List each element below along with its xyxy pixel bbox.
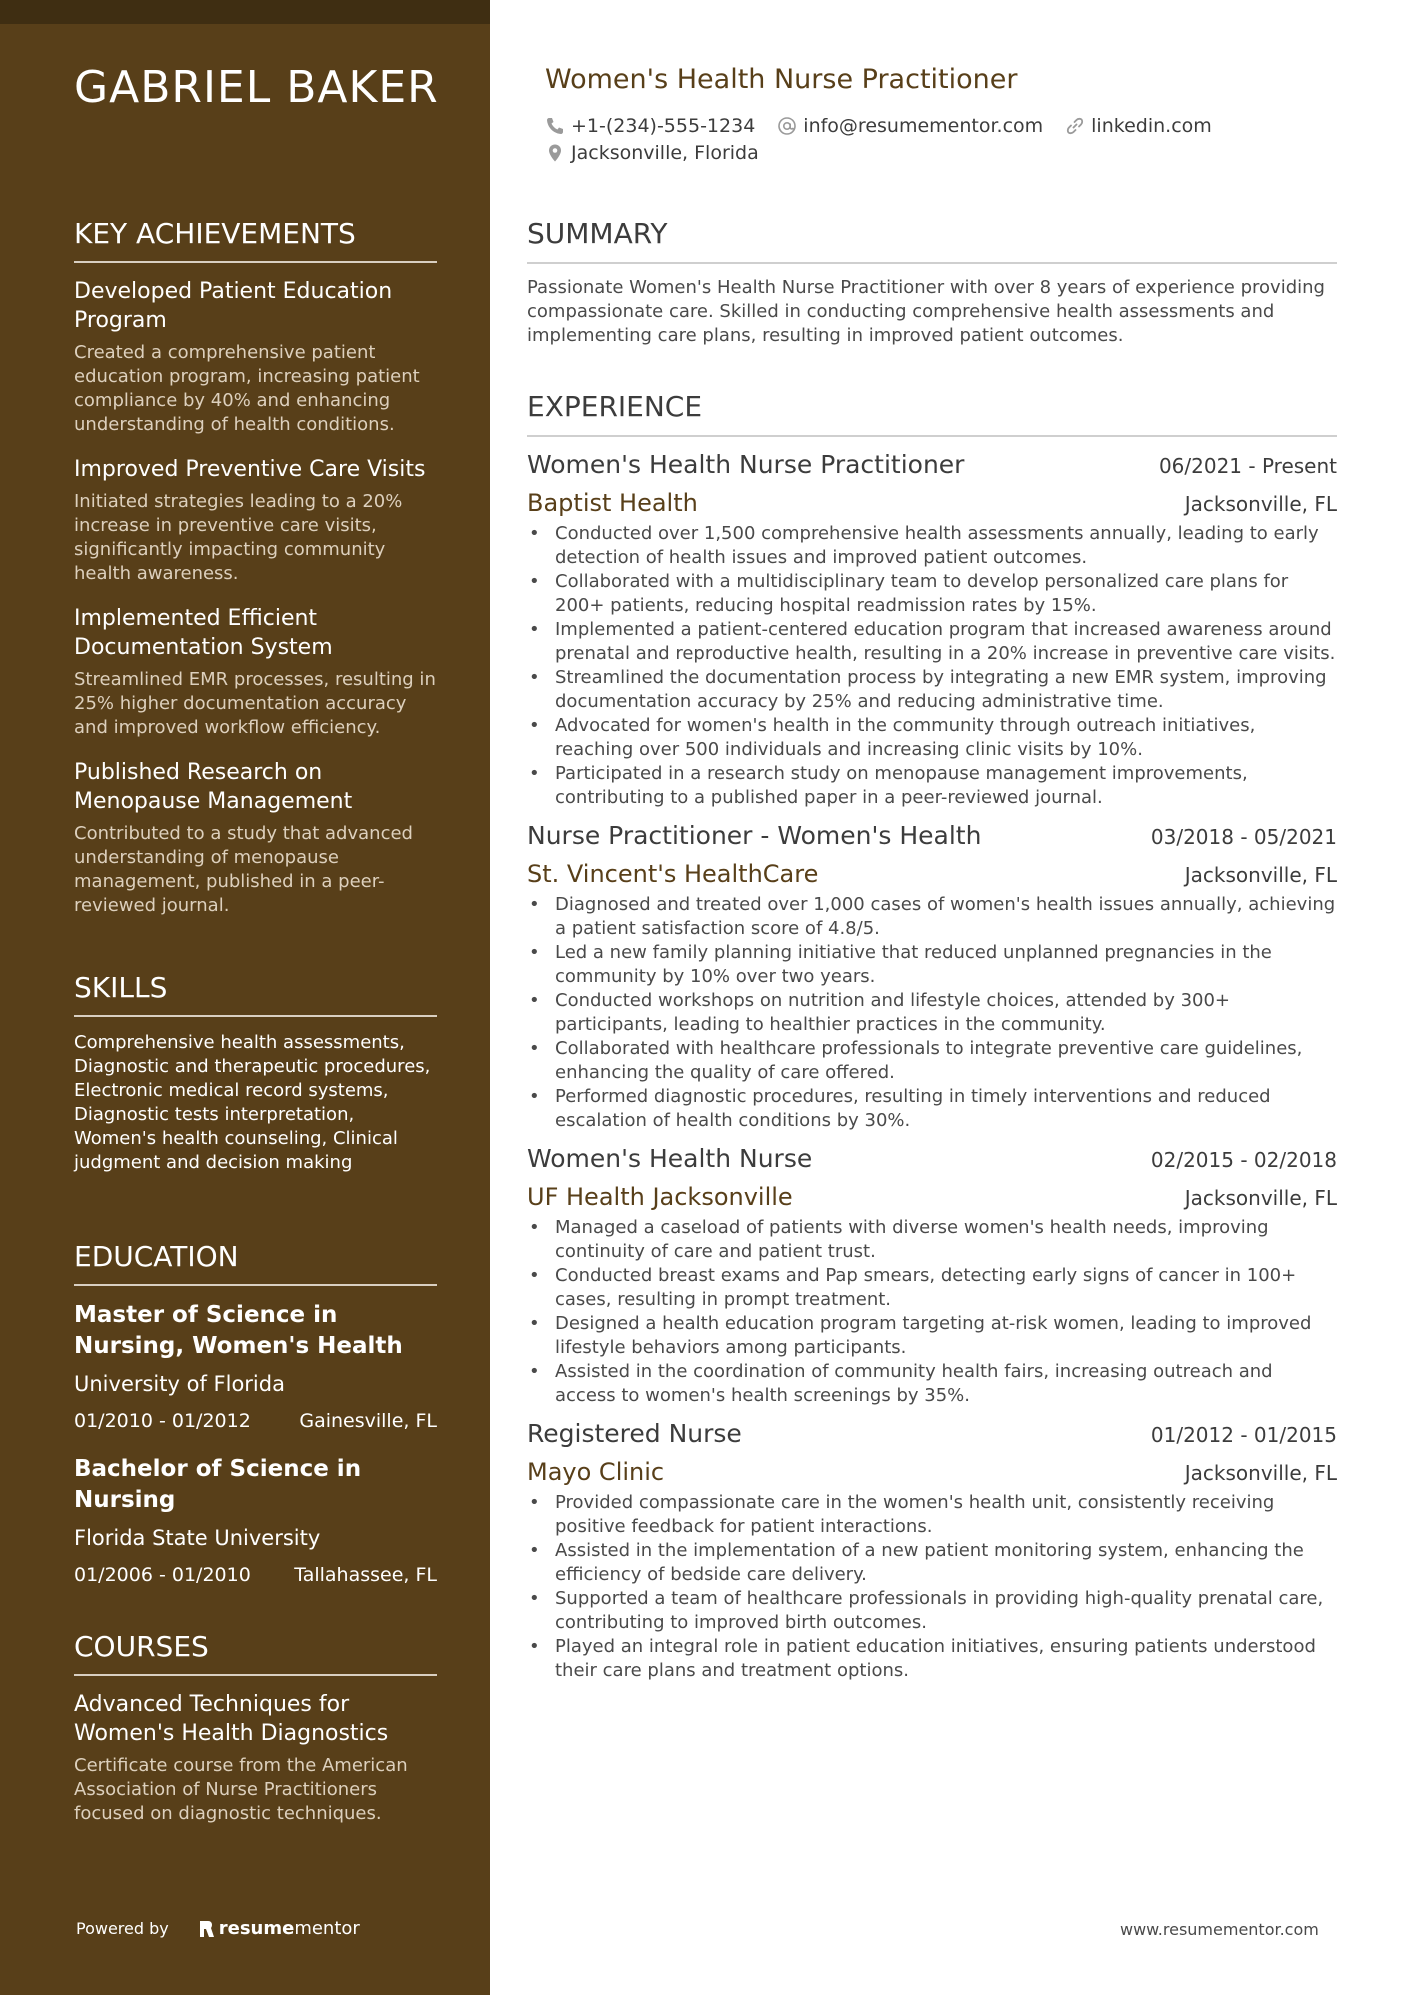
education-item [74,1300,437,1434]
job-subheader [527,859,1337,889]
job-header [527,1143,1337,1175]
job-header [527,1418,1337,1450]
education-heading: EDUCATION [74,1241,437,1286]
contact-row [545,139,1305,166]
job-entry [527,1143,1337,1408]
job-subheader [527,488,1337,518]
link-icon [1065,116,1085,136]
job-bullet: • Conducted over 1,500 comprehensive health assessments annually, leading to early detection of health issues and improved patient outcomes. [527,522,1337,570]
skills-list: Comprehensive health assessments, Diagnostic and therapeutic procedures, Electronic medical record systems, Diagnostic tests interpretation, Women's health counseling, Clinical judgment and decision making [74,1032,431,1173]
job-bullet: • Diagnosed and treated over 1,000 cases of women's health issues annually, achieving a patient satisfaction score of 4.8/5. [527,893,1337,941]
contact-row [545,112,1305,139]
contact-info [545,112,1305,166]
job-bullet: • Supported a team of healthcare professionals in providing high-quality prenatal care, contributing to improved birth outcomes. [527,1587,1337,1635]
education-meta [74,1562,437,1588]
course-title: Advanced Techniques for Women's Health Diagnostics [74,1692,389,1746]
location-pin-icon [545,143,565,163]
education-meta [74,1408,437,1434]
job-location: Jacksonville, FL [1184,863,1337,887]
job-bullet: • Collaborated with healthcare professionals to integrate preventive care guidelines, enhancing the quality of care offered. [527,1037,1337,1085]
education-school: Florida State University [74,1526,321,1550]
contact-email[interactable] [777,115,1043,137]
logo-text-regular: resume [218,1918,295,1939]
job-bullet: • Assisted in the implementation of a new patient monitoring system, enhancing the efficiency of bedside care delivery. [527,1539,1337,1587]
job-bullet: • Assisted in the coordination of community health fairs, increasing outreach and access to women's health screenings by 35%. [527,1360,1337,1408]
education-location: Tallahassee, FL [294,1564,437,1586]
education-section [74,1241,437,1608]
education-degree: Bachelor of Science in Nursing [74,1456,362,1513]
job-dates: 03/2018 - 05/2021 [1150,825,1337,849]
achievement-description: Initiated strategies leading to a 20% increase in preventive care visits, significantly impacting community health awareness. [74,491,403,584]
job-bullets [527,1491,1337,1683]
education-dates: 01/2006 - 01/2010 [74,1564,251,1586]
achievement-description: Contributed to a study that advanced understanding of menopause management, published in a peer-reviewed journal. [74,823,413,916]
job-role: Registered Nurse [527,1419,742,1448]
at-sign-icon [777,116,797,136]
summary-text: Passionate Women's Health Nurse Practitioner with over 8 years of experience providing compassionate care. Skilled in conducting comprehensive health assessments and implementing care plans, resulting in improved patient outcomes. [527,277,1325,346]
job-company: Mayo Clinic [527,1458,665,1486]
job-bullet: • Led a new family planning initiative that reduced unplanned pregnancies in the community by 10% over two years. [527,941,1337,989]
course-description: Certificate course from the American Association of Nurse Practitioners focused on diagnostic techniques. [74,1755,408,1824]
achievement-item [74,758,437,918]
logo-text-bold: mentor [294,1918,360,1939]
header-job-title: Women's Health Nurse Practitioner [545,64,1018,95]
job-dates: 02/2015 - 02/2018 [1150,1148,1337,1172]
skills-section [74,972,437,1175]
phone-icon [545,116,565,136]
job-subheader [527,1182,1337,1212]
courses-heading: COURSES [74,1631,437,1676]
experience-heading: EXPERIENCE [527,391,1337,437]
key-achievements-heading: KEY ACHIEVEMENTS [74,218,437,263]
resumementor-logo[interactable] [197,1918,360,1939]
key-achievements-section [74,218,437,936]
job-company: Baptist Health [527,489,698,517]
job-subheader [527,1457,1337,1487]
job-dates: 06/2021 - Present [1158,454,1337,478]
job-bullet: • Streamlined the documentation process by integrating a new EMR system, improving documentation accuracy by 25% and reducing administrative time. [527,666,1337,714]
job-role: Nurse Practitioner - Women's Health [527,821,982,850]
sidebar-top-bar [0,0,490,24]
job-location: Jacksonville, FL [1184,492,1337,516]
resumementor-logo-icon [197,1919,215,1939]
education-item [74,1454,437,1588]
job-company: St. Vincent's HealthCare [527,860,819,888]
achievement-description: Streamlined EMR processes, resulting in 25% higher documentation accuracy and improved workflow efficiency. [74,669,436,738]
job-bullet: • Participated in a research study on menopause management improvements, contributing to a published paper in a peer-reviewed journal. [527,762,1337,810]
achievement-item [74,604,437,740]
summary-heading: SUMMARY [527,218,1337,264]
contact-linkedin[interactable] [1065,115,1212,137]
job-entry [527,820,1337,1133]
job-role: Women's Health Nurse Practitioner [527,450,965,479]
footer-website-link[interactable]: www.resumementor.com [1120,1920,1319,1939]
job-bullet: • Implemented a patient-centered education program that increased awareness around prenatal and reproductive health, resulting in a 20% increase in preventive care visits. [527,618,1337,666]
job-dates: 01/2012 - 01/2015 [1150,1423,1337,1447]
course-item [74,1690,437,1826]
skills-heading: SKILLS [74,972,437,1017]
job-bullet: • Conducted breast exams and Pap smears, detecting early signs of cancer in 100+ cases, resulting in prompt treatment. [527,1264,1337,1312]
education-school: University of Florida [74,1372,285,1396]
job-bullet: • Advocated for women's health in the community through outreach initiatives, reaching over 500 individuals and increasing clinic visits by 10%. [527,714,1337,762]
job-bullet: • Played an integral role in patient education initiatives, ensuring patients understood their care plans and treatment options. [527,1635,1337,1683]
job-bullets [527,522,1337,810]
phone-number: +1-(234)-555-1234 [571,114,756,137]
achievement-description: Created a comprehensive patient education program, increasing patient compliance by 40% and enhancing understanding of health conditions. [74,342,420,435]
job-header [527,449,1337,481]
job-company: UF Health Jacksonville [527,1183,793,1211]
job-header [527,820,1337,852]
job-bullet: • Provided compassionate care in the women's health unit, consistently receiving positive feedback for patient interactions. [527,1491,1337,1539]
education-degree: Master of Science in Nursing, Women's Health [74,1302,403,1359]
job-bullet: • Performed diagnostic procedures, resulting in timely interventions and reduced escalation of health conditions by 30%. [527,1085,1337,1133]
achievement-title: Implemented Efficient Documentation System [74,606,333,660]
education-dates: 01/2010 - 01/2012 [74,1410,251,1432]
achievement-title: Published Research on Menopause Management [74,760,353,814]
job-bullet: • Designed a health education program targeting at-risk women, leading to improved lifestyle behaviors among participants. [527,1312,1337,1360]
candidate-name: GABRIEL BAKER [74,62,439,113]
location-text: Jacksonville, Florida [571,141,759,164]
job-location: Jacksonville, FL [1184,1461,1337,1485]
contact-location [545,142,759,164]
powered-by-label: Powered by [76,1919,169,1938]
achievement-item [74,455,437,586]
achievement-title: Developed Patient Education Program [74,279,393,333]
job-bullet: • Collaborated with a multidisciplinary team to develop personalized care plans for 200+ patients, reducing hospital readmission rates by 15%. [527,570,1337,618]
sidebar [0,0,490,1995]
job-entry [527,449,1337,810]
job-entry [527,1418,1337,1683]
job-bullet: • Conducted workshops on nutrition and lifestyle choices, attended by 300+ participants, leading to healthier practices in the community. [527,989,1337,1037]
email-address: info@resumementor.com [803,114,1044,137]
job-role: Women's Health Nurse [527,1144,813,1173]
powered-by [76,1918,360,1939]
education-location: Gainesville, FL [299,1410,437,1432]
contact-phone[interactable] [545,115,755,137]
courses-section [74,1631,437,1844]
linkedin-url: linkedin.com [1091,114,1212,137]
job-location: Jacksonville, FL [1184,1186,1337,1210]
job-bullets [527,893,1337,1133]
summary-section [527,218,1337,348]
experience-section [527,391,1337,1693]
job-bullet: • Managed a caseload of patients with diverse women's health needs, improving continuity of care and patient trust. [527,1216,1337,1264]
achievement-item [74,277,437,437]
achievement-title: Improved Preventive Care Visits [74,457,426,482]
job-bullets [527,1216,1337,1408]
